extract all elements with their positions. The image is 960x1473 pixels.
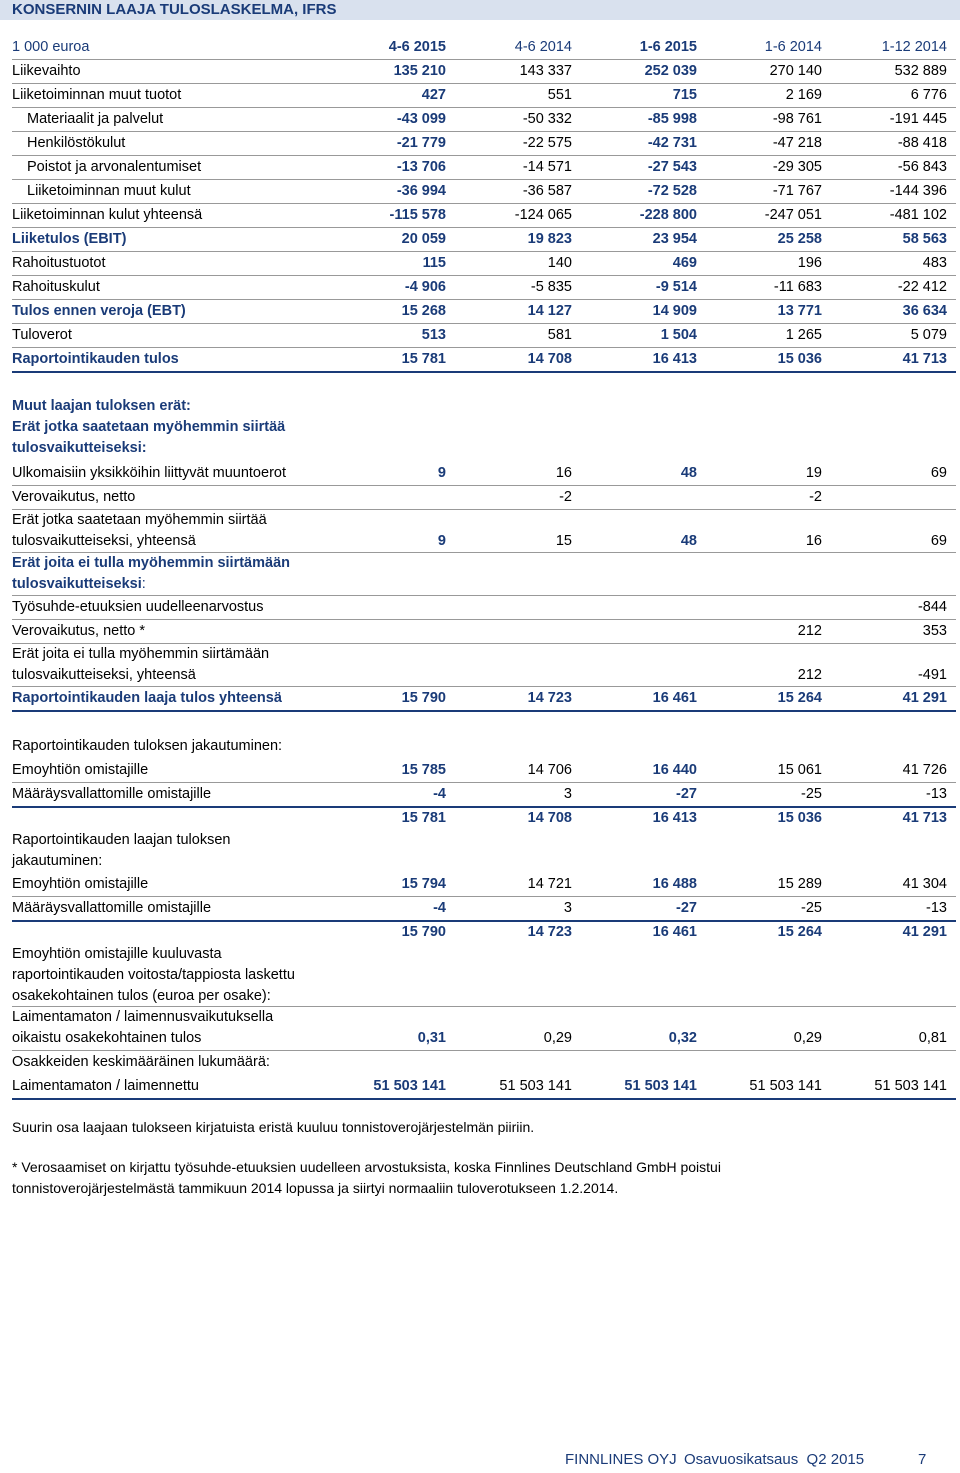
row-label: Rahoituskulut: [12, 279, 100, 295]
cell: -36 587: [522, 183, 572, 199]
cell: 14 127: [527, 303, 572, 319]
cell: 15 781: [401, 810, 446, 826]
divider: [12, 347, 956, 348]
cell: 16 440: [652, 762, 697, 778]
row-label: Tuloverot: [12, 327, 72, 343]
eps-heading-2: raportointikauden voitosta/tappiosta laskettu: [12, 967, 295, 983]
report-title: KONSERNIN LAAJA TULOSLASKELMA, IFRS: [12, 1, 337, 18]
table-row: [12, 109, 956, 131]
cell: -13: [926, 900, 947, 916]
table-row: [12, 157, 956, 179]
note-2a: * Verosaamiset on kirjattu työsuhde-etuuksien uudelleen arvostuksista, koska Finnlines Deutschland GmbH poistui: [12, 1159, 721, 1175]
cell: 15 061: [777, 762, 822, 778]
cell: -9 514: [655, 279, 697, 295]
cell: 15: [555, 533, 572, 549]
cell: -72 528: [647, 183, 697, 199]
cell: 513: [421, 327, 446, 343]
cell: 353: [922, 623, 947, 639]
eps-heading: [12, 944, 956, 1007]
cell: -50 332: [522, 111, 572, 127]
row-label: oikaistu osakekohtainen tulos: [12, 1030, 202, 1046]
cell: 16 461: [652, 690, 697, 706]
footer-document: Osavuosikatsaus Q2 2015: [684, 1451, 865, 1468]
divider: [12, 323, 956, 324]
cell: 1 504: [660, 327, 697, 343]
table-row: [12, 760, 956, 782]
divider: [12, 155, 956, 156]
oci-heading-2b: tulosvaikutteiseksi:: [12, 440, 147, 456]
row-label: tulosvaikutteiseksi, yhteensä: [12, 533, 196, 549]
cell: 20 059: [401, 231, 446, 247]
cell: 16: [555, 465, 572, 481]
cell: 3: [563, 786, 572, 802]
divider: [12, 83, 956, 84]
cell: 41 726: [902, 762, 947, 778]
cell: 58 563: [902, 231, 947, 247]
divider: [12, 107, 956, 108]
cell: 51 503 141: [749, 1078, 822, 1094]
table-row: [12, 898, 956, 920]
divider: [12, 1050, 956, 1051]
divider: [12, 782, 956, 783]
cell: 16 488: [652, 876, 697, 892]
table-row: [12, 181, 956, 203]
unit-label: 1 000 euroa: [12, 39, 90, 55]
cell: 13 771: [777, 303, 822, 319]
table-row: [12, 597, 956, 619]
cell: 1 265: [785, 327, 822, 343]
alloc-heading-2b: jakautuminen:: [12, 853, 103, 869]
divider: [12, 251, 956, 252]
cell: -481 102: [889, 207, 947, 223]
table-row: [12, 229, 956, 251]
row-label: Poistot ja arvonalentumiset: [27, 159, 202, 175]
table-row: [12, 277, 956, 299]
cell: -124 065: [514, 207, 572, 223]
cell: -22 575: [522, 135, 572, 151]
cell: -4 906: [404, 279, 446, 295]
table-row: [12, 325, 956, 347]
cell: 41 304: [902, 876, 947, 892]
col-header-2: 4-6 2014: [514, 39, 572, 55]
divider: [12, 299, 956, 300]
cell: 23 954: [652, 231, 697, 247]
oci-heading-3b: tulosvaikutteiseksi: [12, 576, 142, 592]
cell: 51 503 141: [624, 1078, 697, 1094]
row-label: Raportointikauden laaja tulos yhteensä: [12, 690, 282, 706]
col-header-1: 4-6 2015: [388, 39, 446, 55]
divider: [12, 710, 956, 712]
cell: 15 268: [401, 303, 446, 319]
cell: 715: [672, 87, 697, 103]
cell: 15 289: [777, 876, 822, 892]
divider: [12, 59, 956, 60]
cell: 469: [672, 255, 697, 271]
cell: 0,32: [668, 1030, 697, 1046]
cell: 532 889: [894, 63, 947, 79]
cell: 69: [930, 465, 947, 481]
row-label: Verovaikutus, netto: [12, 489, 136, 505]
cell: 15 036: [777, 810, 822, 826]
cell: 196: [797, 255, 822, 271]
cell: 16 461: [652, 924, 697, 940]
row-label: Liiketulos (EBIT): [12, 231, 127, 247]
table-row: [12, 510, 956, 552]
divider: [12, 485, 956, 486]
cell: 15 264: [777, 924, 822, 940]
col-header-3: 1-6 2015: [639, 39, 697, 55]
cell: 41 713: [902, 351, 947, 367]
alloc-heading-row: [12, 736, 956, 758]
cell: -2: [559, 489, 572, 505]
divider: [12, 227, 956, 228]
table-row: [12, 1076, 956, 1098]
note-1: Suurin osa laajaan tulokseen kirjatuista eristä kuuluu tonnistoverojärjestelmän piiriin.: [12, 1119, 535, 1135]
cell: 14 708: [527, 351, 572, 367]
cell: -5 835: [530, 279, 572, 295]
alloc-heading: Raportointikauden tuloksen jakautuminen:: [12, 738, 283, 754]
cell: -11 683: [773, 279, 822, 295]
footer-company: FINNLINES OYJ: [565, 1451, 677, 1468]
divider: [12, 619, 956, 620]
oci-heading-3: [12, 553, 956, 595]
col-header-4: 1-6 2014: [764, 39, 822, 55]
cell: 9: [437, 465, 446, 481]
cell: -42 731: [647, 135, 697, 151]
row-label: Emoyhtiön omistajille: [12, 762, 149, 778]
cell: 0,81: [918, 1030, 947, 1046]
table-row: [12, 874, 956, 896]
cell: 9: [437, 533, 446, 549]
row-label: Työsuhde-etuuksien uudelleenarvostus: [12, 599, 264, 615]
cell: -14 571: [522, 159, 572, 175]
cell: 15 781: [401, 351, 446, 367]
cell: 69: [930, 533, 947, 549]
cell: 581: [547, 327, 572, 343]
cell: 252 039: [644, 63, 697, 79]
cell: 212: [797, 623, 822, 639]
divider: [12, 1098, 956, 1100]
alloc-heading-2: [12, 830, 956, 872]
row-label: tulosvaikutteiseksi, yhteensä: [12, 667, 196, 683]
cell: -25: [801, 900, 822, 916]
cell: 483: [922, 255, 947, 271]
cell: 14 706: [527, 762, 572, 778]
cell: -71 767: [772, 183, 822, 199]
cell: 19: [805, 465, 822, 481]
cell: 0,31: [417, 1030, 446, 1046]
oci-heading-2a: Erät jotka saatetaan myöhemmin siirtää: [12, 419, 286, 435]
oci-heading: [12, 396, 956, 459]
table-row: [12, 349, 956, 371]
cell: 14 721: [527, 876, 572, 892]
cell: 25 258: [777, 231, 822, 247]
page-number: 7: [918, 1451, 927, 1468]
row-label: Tulos ennen veroja (EBT): [12, 303, 186, 319]
cell: -191 445: [889, 111, 947, 127]
row-label: Liikevaihto: [12, 63, 81, 79]
oci-heading-1: Muut laajan tuloksen erät:: [12, 398, 191, 414]
cell: -43 099: [396, 111, 446, 127]
divider: [12, 179, 956, 180]
cell: 3: [563, 900, 572, 916]
cell: -29 305: [772, 159, 822, 175]
table-row: [12, 253, 956, 275]
divider: [12, 686, 956, 687]
cell: 16 413: [652, 810, 697, 826]
cell: -247 051: [764, 207, 822, 223]
table-row: [12, 922, 956, 944]
row-label: Emoyhtiön omistajille: [12, 876, 149, 892]
cell: 14 909: [652, 303, 697, 319]
row-label: Erät joita ei tulla myöhemmin siirtämään: [12, 646, 270, 662]
cell: -4: [433, 900, 446, 916]
cell: -98 761: [772, 111, 822, 127]
cell: 41 291: [902, 924, 947, 940]
cell: 14 723: [527, 924, 572, 940]
eps-heading-3: osakekohtainen tulos (euroa per osake):: [12, 988, 271, 1004]
cell: -36 994: [396, 183, 446, 199]
divider: [12, 203, 956, 204]
shares-heading: Osakkeiden keskimääräinen lukumäärä:: [12, 1054, 270, 1070]
cell: 16: [805, 533, 822, 549]
cell: -27: [676, 786, 697, 802]
row-label: Ulkomaisiin yksikköihin liittyvät muuntoerot: [12, 465, 286, 481]
cell: 0,29: [543, 1030, 572, 1046]
cell: 135 210: [393, 63, 446, 79]
cell: 14 708: [527, 810, 572, 826]
cell: 270 140: [769, 63, 822, 79]
cell: 15 036: [777, 351, 822, 367]
cell: 51 503 141: [373, 1078, 446, 1094]
cell: 115: [422, 255, 446, 271]
table-row: [12, 133, 956, 155]
col-header-5: 1-12 2014: [881, 39, 947, 55]
cell: 143 337: [519, 63, 572, 79]
cell: 15 785: [401, 762, 446, 778]
cell: 16 413: [652, 351, 697, 367]
cell: 212: [797, 667, 822, 683]
cell: 551: [547, 87, 572, 103]
row-label: Materiaalit ja palvelut: [27, 111, 164, 127]
cell: -4: [433, 786, 446, 802]
row-label: Liiketoiminnan muut kulut: [27, 183, 191, 199]
cell: -88 418: [897, 135, 947, 151]
row-label: Rahoitustuotot: [12, 255, 106, 271]
cell: -13 706: [396, 159, 446, 175]
cell: 2 169: [785, 87, 822, 103]
cell: 427: [421, 87, 446, 103]
row-label: Laimentamaton / laimennettu: [12, 1078, 199, 1094]
table-row: [12, 808, 956, 830]
cell: -25: [801, 786, 822, 802]
cell: 6 776: [910, 87, 947, 103]
cell: 15 264: [777, 690, 822, 706]
cell: -27 543: [647, 159, 697, 175]
row-label: Määräysvallattomille omistajille: [12, 786, 212, 802]
divider: [12, 896, 956, 897]
row-label: Määräysvallattomille omistajille: [12, 900, 212, 916]
table-row: [12, 621, 956, 643]
table-row: [12, 61, 956, 83]
cell: 15 794: [401, 876, 446, 892]
cell: 15 790: [401, 690, 446, 706]
table-row: [12, 644, 956, 686]
cell: -2: [809, 489, 822, 505]
cell: -27: [676, 900, 697, 916]
row-label: Liiketoiminnan muut tuotot: [12, 87, 182, 103]
cell: 36 634: [902, 303, 947, 319]
cell: 51 503 141: [499, 1078, 572, 1094]
report-title-bar: [0, 0, 960, 20]
cell: -228 800: [639, 207, 697, 223]
cell: -22 412: [897, 279, 947, 295]
cell: 15 790: [401, 924, 446, 940]
table-row: [12, 688, 956, 710]
row-label: Verovaikutus, netto *: [12, 623, 145, 639]
note-2b: tonnistoverojärjestelmästä tammikuun 2014 lopussa ja siirtyi normaaliin tuloverotukseen 1.2.2014.: [12, 1180, 619, 1196]
cell: 48: [680, 533, 697, 549]
table-row: [12, 205, 956, 227]
cell: -491: [917, 667, 947, 683]
row-label: Erät jotka saatetaan myöhemmin siirtää: [12, 512, 267, 528]
divider: [12, 131, 956, 132]
cell: -21 779: [396, 135, 446, 151]
cell: 14 723: [527, 690, 572, 706]
divider: [12, 371, 956, 373]
cell: 5 079: [910, 327, 947, 343]
divider: [12, 595, 956, 596]
table-row: [12, 85, 956, 107]
alloc-heading-2a: Raportointikauden laajan tuloksen: [12, 832, 231, 848]
row-label: Laimentamaton / laimennusvaikutuksella: [12, 1009, 274, 1025]
cell: 19 823: [527, 231, 572, 247]
cell: 0,29: [793, 1030, 822, 1046]
divider: [12, 275, 956, 276]
eps-heading-1: Emoyhtiön omistajille kuuluvasta: [12, 946, 222, 962]
cell: 140: [547, 255, 572, 271]
cell: 41 291: [902, 690, 947, 706]
cell: -47 218: [772, 135, 822, 151]
cell: 51 503 141: [874, 1078, 947, 1094]
cell: -56 843: [897, 159, 947, 175]
cell: 48: [680, 465, 697, 481]
table-row: [12, 1007, 956, 1049]
table-row: [12, 463, 956, 485]
oci-heading-3a: Erät joita ei tulla myöhemmin siirtämään: [12, 555, 290, 571]
cell: -85 998: [647, 111, 697, 127]
row-label: Raportointikauden tulos: [12, 351, 179, 367]
row-label: Liiketoiminnan kulut yhteensä: [12, 207, 203, 223]
cell: -844: [917, 599, 947, 615]
header-row: [12, 37, 956, 59]
table-row: [12, 487, 956, 509]
shares-heading-row: [12, 1052, 956, 1074]
row-label: Henkilöstökulut: [27, 135, 126, 151]
table-row: [12, 301, 956, 323]
table-row: [12, 784, 956, 806]
cell: 41 713: [902, 810, 947, 826]
cell: -115 578: [389, 207, 446, 223]
cell: -144 396: [889, 183, 947, 199]
oci-heading-3b-colon: :: [141, 576, 146, 592]
cell: -13: [926, 786, 947, 802]
